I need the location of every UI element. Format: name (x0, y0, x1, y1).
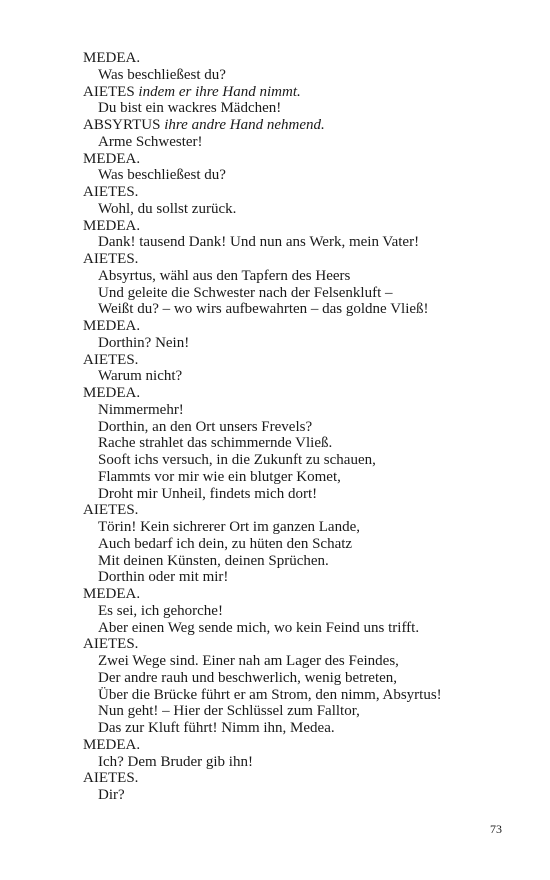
speaker-line (83, 251, 523, 268)
verse-line: Zwei Wege sind. Einer nah am Lager des Feindes, (98, 653, 399, 669)
speaker-line (83, 385, 523, 402)
speaker-name: MEDEA. (83, 150, 141, 167)
verse-line: Dank! tausend Dank! Und nun ans Werk, mein Vater! (98, 234, 420, 251)
speaker-name: MEDEA. (83, 385, 141, 401)
speaker-name: MEDEA. (83, 217, 141, 234)
speaker-name: MEDEA. (83, 318, 141, 334)
verse-line: Dir? (98, 787, 125, 803)
verse-line: Dorthin, an den Ort unsers Frevels? (98, 418, 313, 435)
verse-line: Dorthin? Nein! (98, 334, 190, 351)
speaker-line (83, 502, 523, 519)
verse-line: Warum nicht? (98, 368, 183, 385)
speaker-name: MEDEA. (83, 50, 141, 66)
speaker-name: AIETES. (83, 502, 139, 519)
stage-direction: ihre andre Hand nehmend. (164, 117, 325, 133)
verse-line: Mit deinen Künsten, deinen Sprüchen. (98, 552, 329, 569)
verse-line: Es sei, ich gehorche! (98, 602, 223, 619)
verse-line: Sooft ichs versuch, in die Zukunft zu schauen, (98, 452, 376, 468)
play-text (83, 50, 523, 804)
speaker-name: ABSYRTUS (83, 117, 161, 133)
speaker-name: MEDEA. (83, 736, 141, 753)
speaker-name: MEDEA. (83, 586, 141, 602)
speaker-name: AIETES. (83, 184, 139, 200)
verse-line: Rache strahlet das schimmernde Vließ. (98, 435, 333, 452)
speaker-line (83, 636, 523, 653)
verse-line: Flammts vor mir wie ein blutger Komet, (98, 468, 341, 485)
stage-direction: indem er ihre Hand nimmt. (138, 83, 301, 100)
speaker-line (83, 84, 523, 101)
speaker-line (83, 184, 523, 201)
verse-line: Der andre rauh und beschwerlich, wenig betreten, (98, 669, 398, 686)
speaker-line (83, 50, 523, 67)
speaker-name: AIETES. (83, 251, 139, 267)
verse-line: Nun geht! – Hier der Schlüssel zum Falltor, (98, 703, 360, 720)
verse-line: Über die Brücke führt er am Strom, den nimm, Absyrtus! (98, 686, 442, 703)
speaker-name: AIETES (83, 83, 135, 100)
verse-line: Ich? Dem Bruder gib ihn! (98, 753, 253, 770)
speaker-name: AIETES. (83, 770, 139, 787)
verse-line: Törin! Kein sichrerer Ort im ganzen Lande, (98, 519, 360, 535)
speaker-line (83, 352, 523, 369)
verse-line: Auch bedarf ich dein, zu hüten den Schatz (98, 535, 353, 552)
speaker-name: AIETES. (83, 351, 139, 368)
speaker-line (83, 151, 523, 168)
verse-line: Droht mir Unheil, findets mich dort! (98, 485, 318, 502)
verse-line: Das zur Kluft führt! Nimm ihn, Medea. (98, 720, 335, 736)
verse-line: Du bist ein wackres Mädchen! (98, 100, 282, 117)
speaker-line (83, 117, 523, 134)
verse-line: Aber einen Weg sende mich, wo kein Feind uns trifft. (98, 619, 420, 636)
speaker-line (83, 318, 523, 335)
speaker-line (83, 218, 523, 235)
verse-line: Dorthin oder mit mir! (98, 569, 229, 586)
verse-line: Arme Schwester! (98, 133, 203, 150)
speaker-line (83, 770, 523, 787)
speaker-line (83, 586, 523, 603)
verse-line: Weißt du? – wo wirs aufbewahrten – das goldne Vließ! (98, 301, 429, 318)
verse-line: Wohl, du sollst zurück. (98, 200, 237, 217)
verse-line: Was beschließest du? (98, 66, 226, 83)
verse-line: Nimmermehr! (98, 401, 184, 418)
verse-line: Absyrtus, wähl aus den Tapfern des Heers (98, 267, 351, 284)
page-number: 73 (490, 822, 502, 836)
verse-line: Was beschließest du? (98, 167, 226, 184)
verse-line: Und geleite die Schwester nach der Felsenkluft – (98, 284, 393, 301)
speaker-line (83, 737, 523, 754)
speaker-name: AIETES. (83, 636, 139, 653)
